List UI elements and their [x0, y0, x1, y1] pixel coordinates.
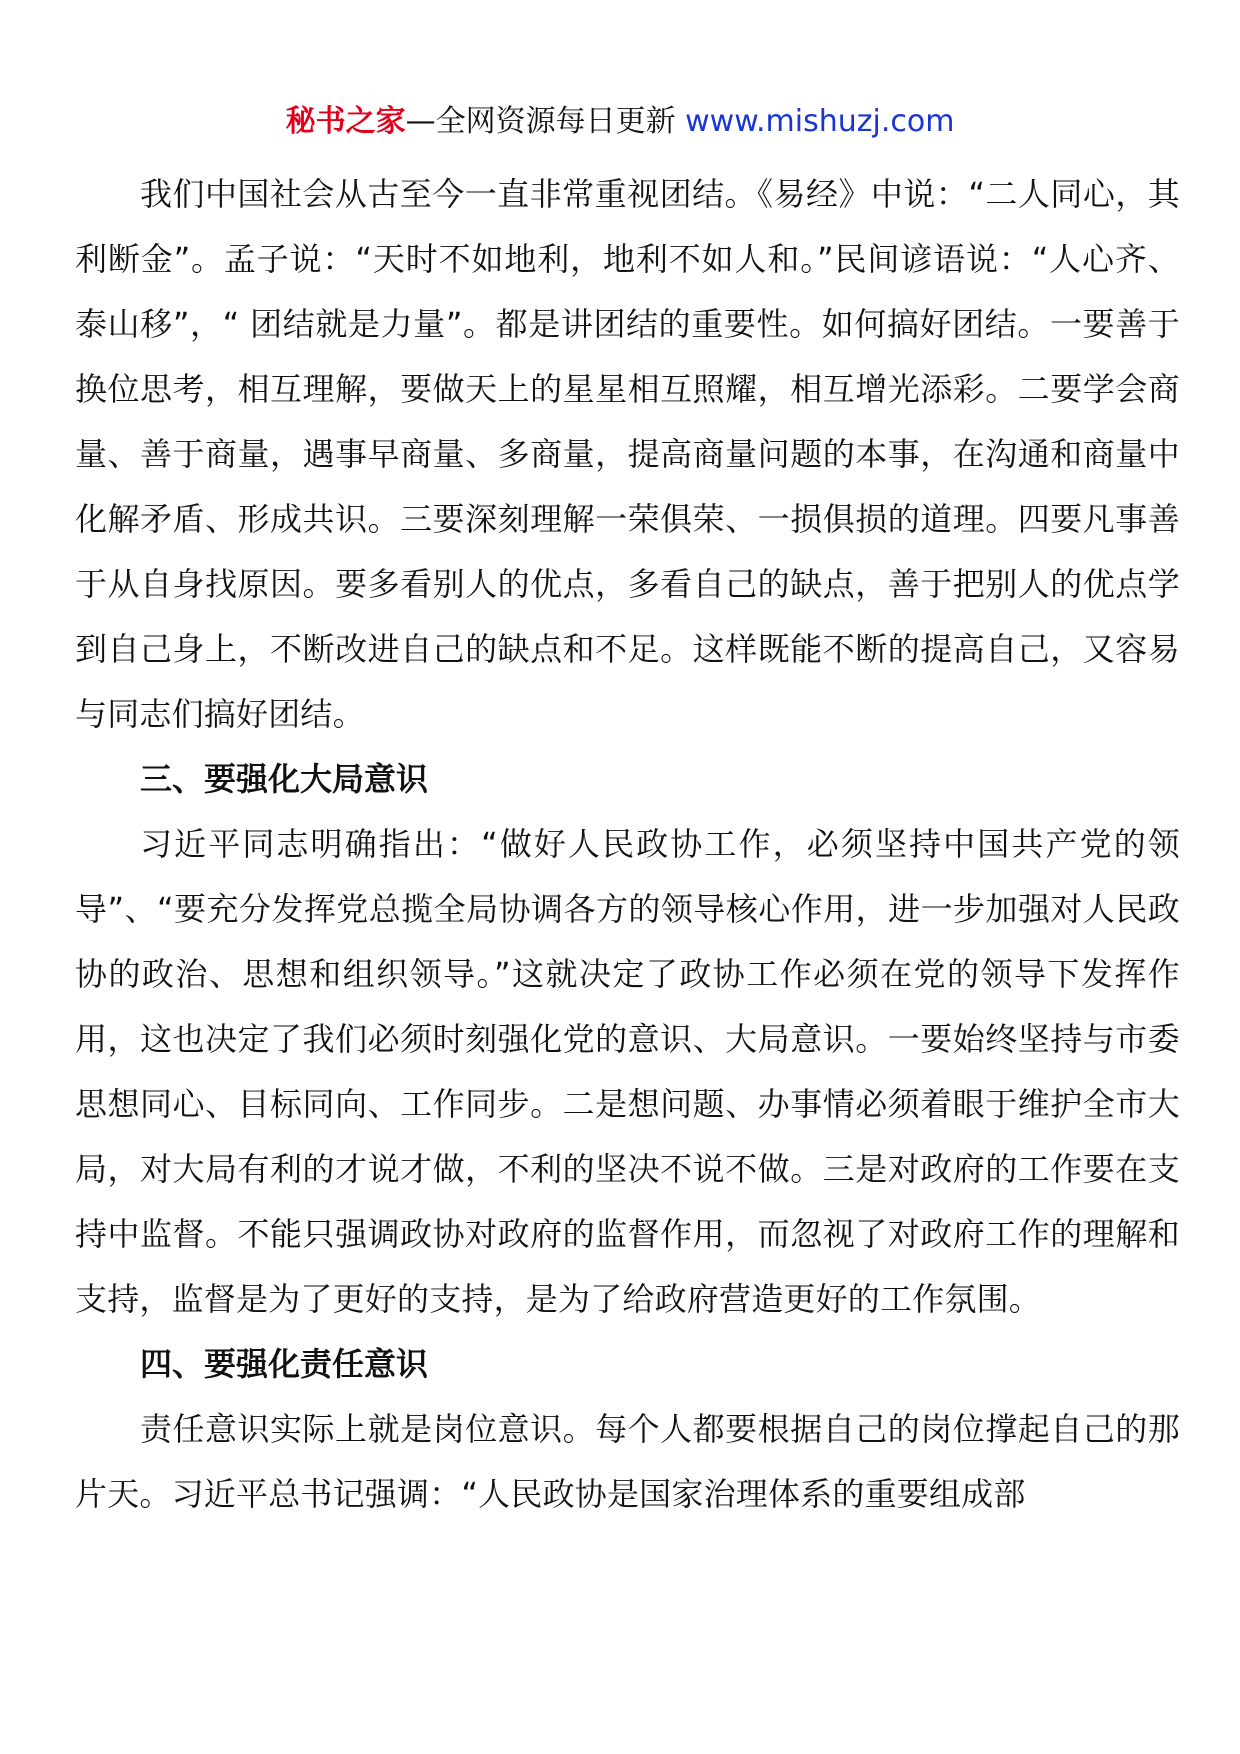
paragraph-unity: 我们中国社会从古至今一直非常重视团结。《易经》中说：“二人同心，其利断金”。孟子说：“天时不如地利，地利不如人和。”民间谚语说：“人心齐、泰山移”，“ 团结就是力量”。都是讲团结的重要性。如何搞好团结。一要善于换位思考，相互理解，要做天上的星星相互照耀，相互增光添彩。二要学会商量、善于商量，遇事早商量、多商量，提高商量问题的本事，在沟通和商量中化解矛盾、形成共识。三要深刻理解一荣俱荣、一损俱损的道理。四要凡事善于从自身找原因。要多看别人的优点，多看自己的缺点，善于把别人的优点学到自己身上，不断改进自己的缺点和不足。这样既能不断的提高自己，又容易与同志们搞好团结。 — [75, 175, 1180, 733]
header-slogan: —全网资源每日更新 — [405, 104, 676, 139]
page-header — [0, 100, 1240, 144]
brand-name: 秘书之家 — [285, 104, 406, 139]
section-heading-overall-situation: 三、要强化大局意识 — [140, 760, 429, 798]
paragraph-overall-situation: 习近平同志明确指出：“做好人民政协工作，必须坚持中国共产党的领导”、“要充分发挥党总揽全局协调各方的领导核心作用，进一步加强对人民政协的政治、思想和组织领导。”这就决定了政协工作必须在党的领导下发挥作用，这也决定了我们必须时刻强化党的意识、大局意识。一要始终坚持与市委思想同心、目标同向、工作同步。二是想问题、办事情必须着眼于维护全市大局，对大局有利的才说才做，不利的坚决不说不做。三是对政府的工作要在支持中监督。不能只强调政协对政府的监督作用，而忽视了对政府工作的理解和支持，监督是为了更好的支持，是为了给政府营造更好的工作氛围。 — [75, 825, 1180, 1318]
paragraph-responsibility: 责任意识实际上就是岗位意识。每个人都要根据自己的岗位撑起自己的那片天。习近平总书记强调：“人民政协是国家治理体系的重要组成部 — [75, 1410, 1180, 1513]
site-url[interactable]: www.mishuzj.com — [685, 104, 955, 139]
document-body — [75, 162, 1180, 1527]
section-heading-responsibility: 四、要强化责任意识 — [140, 1345, 429, 1383]
